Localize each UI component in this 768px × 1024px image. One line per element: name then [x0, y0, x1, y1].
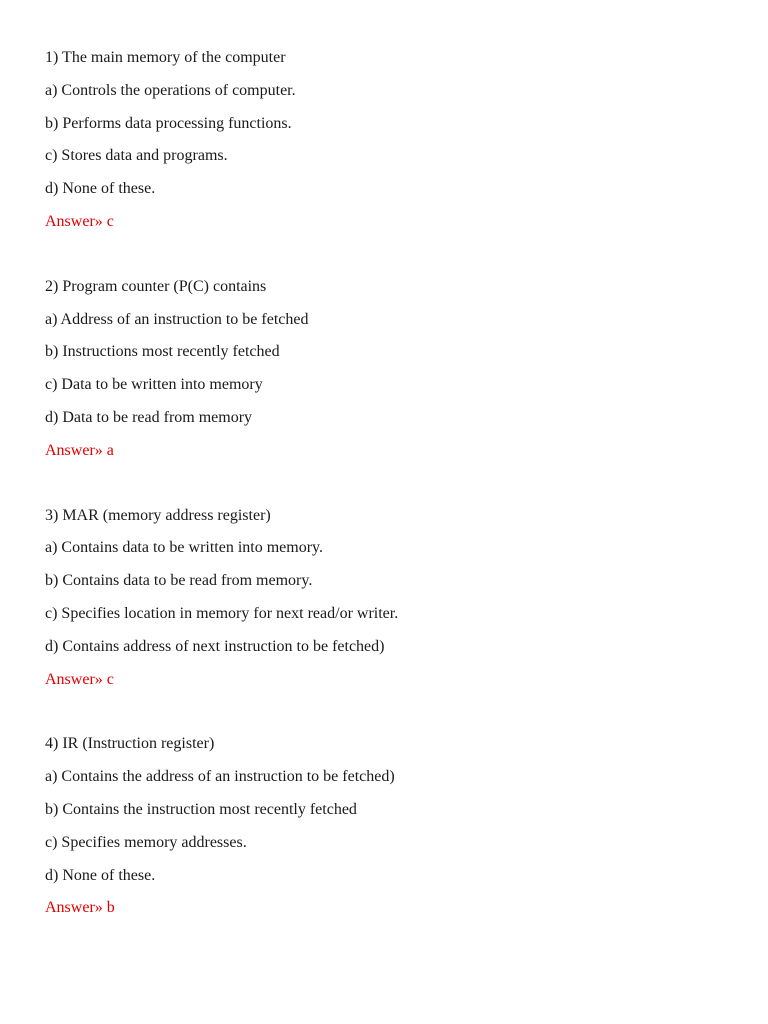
- block-spacer: [45, 472, 745, 504]
- document-page: [45, 46, 745, 929]
- answer-text: Answer» c: [45, 212, 114, 230]
- option-c: c) Stores data and programs.: [45, 147, 228, 165]
- option-a: a) Contains data to be written into memory.: [45, 539, 324, 557]
- block-spacer: [45, 700, 745, 732]
- answer-text: Answer» c: [45, 670, 114, 688]
- question-text: 3) MAR (memory address register): [45, 506, 271, 524]
- question-text: 1) The main memory of the computer: [45, 49, 286, 66]
- question-block-3: [45, 504, 745, 701]
- option-a: a) Contains the address of an instruction to be fetched): [45, 768, 395, 786]
- option-c: c) Specifies location in memory for next read/or writer.: [45, 604, 399, 622]
- question-text: 2) Program counter (P(C) contains: [45, 277, 267, 295]
- option-a: a) Controls the operations of computer.: [45, 81, 296, 99]
- question-block-2: [45, 275, 745, 472]
- option-b: b) Contains data to be read from memory.: [45, 572, 313, 590]
- answer-text: Answer» b: [45, 899, 115, 917]
- option-d: d) Data to be read from memory: [45, 408, 253, 426]
- question-text: 4) IR (Instruction register): [45, 735, 215, 753]
- option-d: d) Contains address of next instruction to be fetched): [45, 637, 385, 655]
- option-d: d) None of these.: [45, 180, 156, 198]
- question-block-1: [45, 46, 745, 243]
- option-a: a) Address of an instruction to be fetched: [45, 310, 309, 328]
- option-b: b) Performs data processing functions.: [45, 114, 292, 132]
- question-block-4: [45, 732, 745, 929]
- option-b: b) Instructions most recently fetched: [45, 343, 280, 361]
- option-b: b) Contains the instruction most recently fetched: [45, 800, 357, 818]
- answer-text: Answer» a: [45, 441, 114, 459]
- option-c: c) Specifies memory addresses.: [45, 833, 247, 851]
- block-spacer: [45, 243, 745, 275]
- option-d: d) None of these.: [45, 866, 156, 884]
- option-c: c) Data to be written into memory: [45, 376, 263, 394]
